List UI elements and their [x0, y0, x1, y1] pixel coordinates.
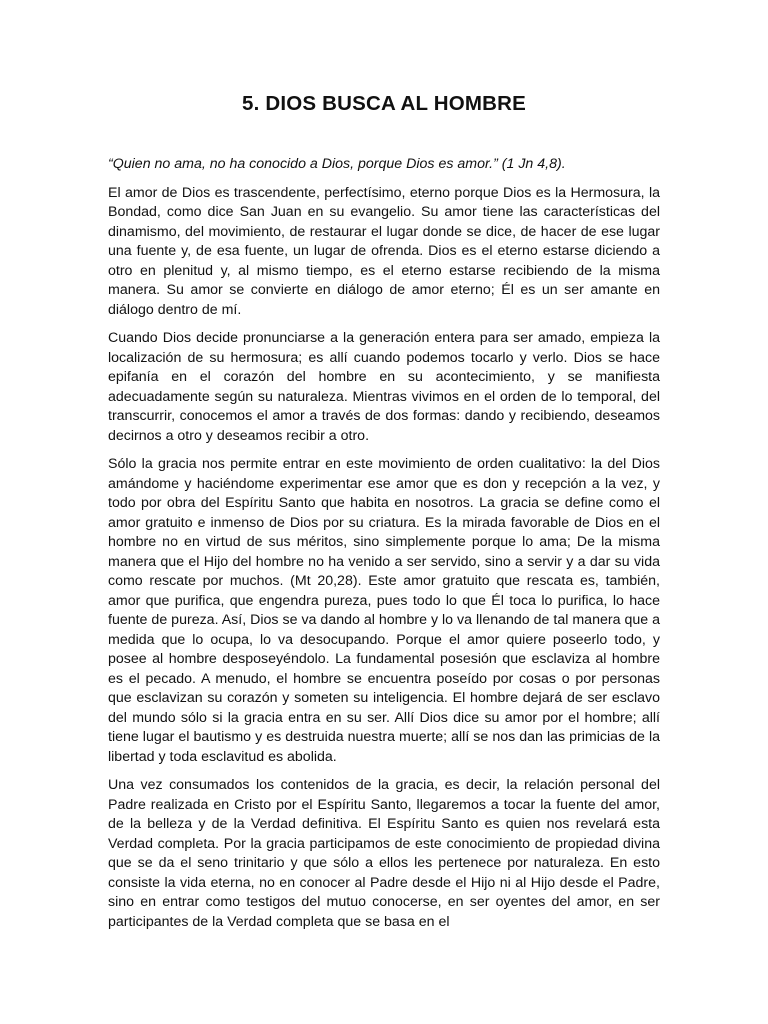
document-page — [108, 90, 660, 941]
page-title: 5. DIOS BUSCA AL HOMBRE — [241, 92, 527, 115]
paragraph-4: Una vez consumados los contenidos de la gracia, es decir, la relación personal del Padre realizada en Cristo por el Espíritu Santo, llegaremos a tocar la fuente del amor, de la belleza y de la Verdad definitiva. El Espíritu Santo es quien nos revelará esta Verdad completa. Por la gracia participamos de este conocimiento de propiedad divina que se da el seno trinitario y que sólo a ellos les pertenece por naturaleza. En esto consiste la vida eterna, no en conocer al Padre desde el Hijo ni al Hijo desde el Padre, sino en entrar como testigos del mutuo conocerse, en ser oyentes del amor, en ser participantes de la Verdad completa que se basa en el — [108, 777, 660, 930]
paragraph-2: Cuando Dios decide pronunciarse a la generación entera para ser amado, empieza la localización de su hermosura; es allí cuando podemos tocarlo y verlo. Dios se hace epifanía en el corazón del hombre en su acontecimiento, y se manifiesta adecuadamente según su naturaleza. Mientras vivimos en el orden de lo temporal, del transcurrir, conocemos el amor a través de dos formas: dando y recibiendo, deseamos decirnos a otro y deseamos recibir a otro. — [108, 330, 660, 444]
paragraph-3: Sólo la gracia nos permite entrar en este movimiento de orden cualitativo: la del Dios amándome y haciéndome experimentar ese amor que es don y recepción a la vez, y todo por obra del Espíritu Santo que habita en nosotros. La gracia se define como el amor gratuito e inmenso de Dios por su criatura. Es la mirada favorable de Dios en el hombre no en virtud de sus méritos, sino simplemente porque lo ama; De la misma manera que el Hijo del hombre no ha venido a ser servido, sino a servir y a dar su vida como rescate por muchos. (Mt 20,28). Este amor gratuito que rescata es, también, amor que purifica, que engendra pureza, pues todo lo que Él toca lo purifica, lo hace fuente de pureza. Así, Dios se va dando al hombre y lo va llenando de tal manera que a medida que lo ocupa, lo va desocupando. Porque el amor quiere poseerlo todo, y posee al hombre desposeyéndolo. La fundamental posesión que esclaviza al hombre es el pecado. A menudo, el hombre se encuentra poseído por cosas o por personas que esclavizan su corazón y someten su inteligencia. El hombre dejará de ser esclavo del mundo sólo si la gracia entra en su ser. Allí Dios dice su amor por el hombre; allí tiene lugar el bautismo y es destruida nuestra muerte; allí se nos dan las primicias de la libertad y toda esclavitud es abolida. — [108, 456, 660, 765]
epigraph-quote: “Quien no ama, no ha conocido a Dios, porque Dios es amor.” (1 Jn 4,8). — [108, 156, 566, 172]
paragraph-1: El amor de Dios es trascendente, perfectísimo, eterno porque Dios es la Hermosura, la Bondad, como dice San Juan en su evangelio. Su amor tiene las características del dinamismo, del movimiento, de restaurar el lugar donde se dice, de hacer de ese lugar una fuente y, de esa fuente, un lugar de ofrenda. Dios es el eterno estarse diciendo a otro en plenitud y, al mismo tiempo, es el eterno estarse recibiendo de la misma manera. Su amor se convierte en diálogo de amor eterno; Él es un ser amante en diálogo dentro de mí. — [108, 184, 660, 318]
